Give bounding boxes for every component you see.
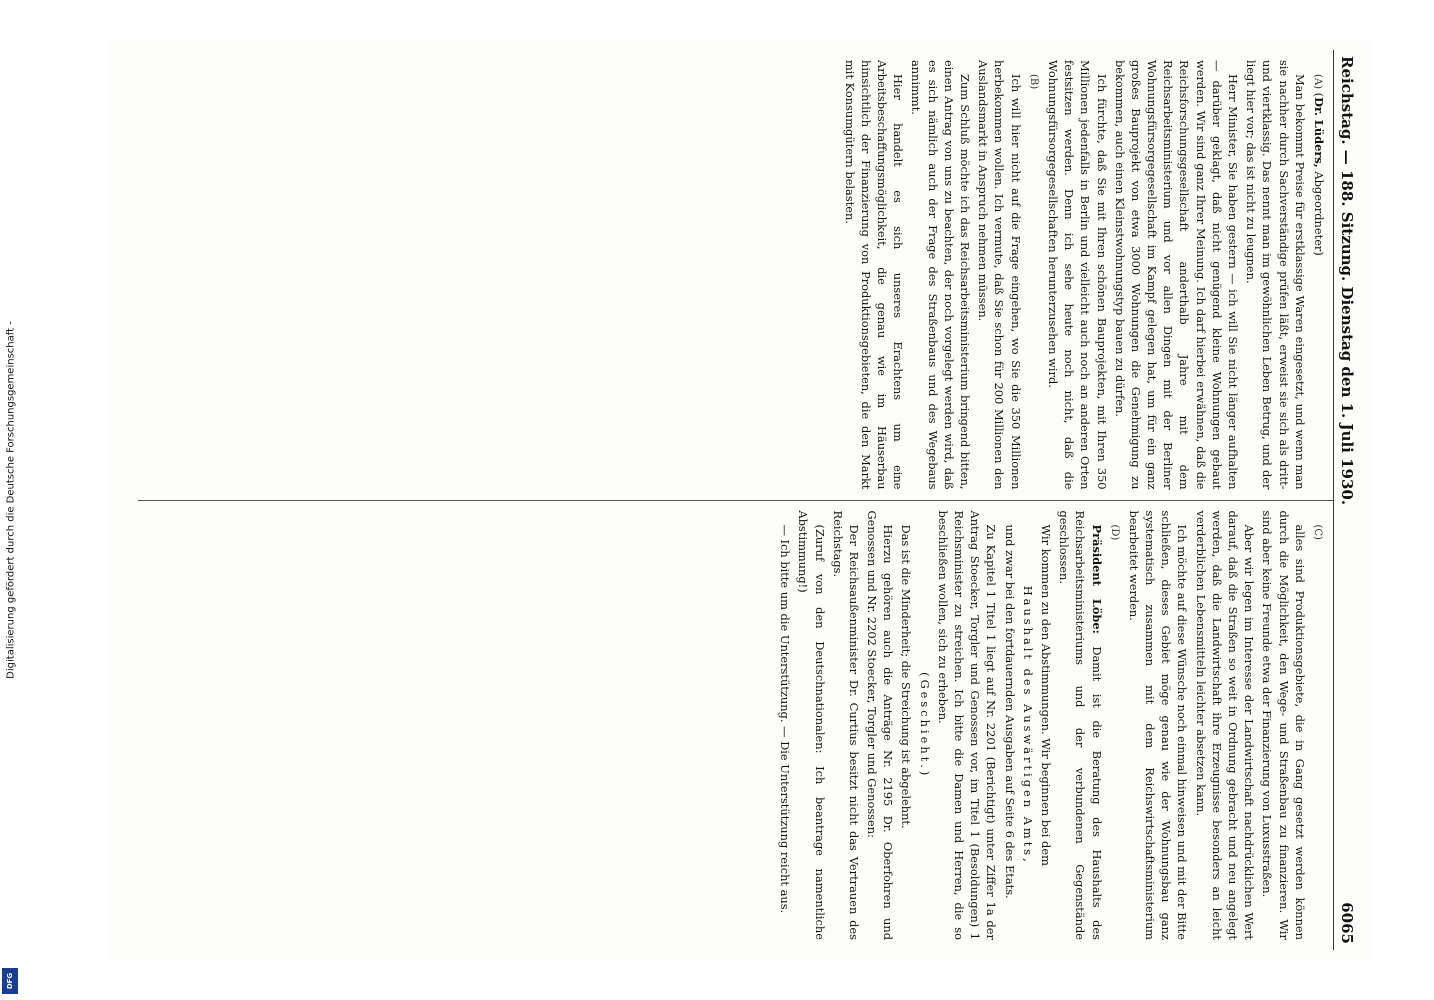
margin-marker-a: (A) [1312, 74, 1323, 90]
paragraph: und zwar bei den fortdauernden Ausgaben auf Seite 6 des Etats. [1002, 524, 1017, 899]
margin-marker-b: (B) [1027, 74, 1039, 90]
paragraph: Der Reichsaußenminister Dr. Curtius besitzt nicht das Vertrauen des Reichstags. [830, 510, 861, 940]
credit-text: Digitalisierung gefördert durch die Deutsche Forschungsgemeinschaft - [5, 321, 17, 679]
paragraph: (Zuruf von den Deutschnationalen: Ich beantrage namentliche Abstimmung!) [796, 510, 827, 940]
paragraph: Man bekommt Preise für erstklassige Waren eingesetzt, und wenn man sie nachher durch Sachverständige prüfen läßt, erweist sie sich als dritt- und viertklassig. Das nennt man im gewöhnlichen Leben Betrug, und der liegt hier vor; das ist nicht zu leugnen. [1244, 60, 1307, 490]
paragraph: — Ich bitte um die Unterstützung. — Die Unterstützung reicht aus. [778, 524, 793, 914]
paragraph: Das ist die Minderheit; die Streichung ist abgelehnt. [899, 524, 914, 829]
paragraph: Hier handelt es sich unseres Erachtens um eine Arbeitsbeschaffungsmöglichkeit, die genau wie im Häuserbau hinsichtlich der Finanzierung von Produktionsgebieten, die den Markt mit Konsumgütern belasten. [842, 60, 906, 490]
paragraph: Zu Kapitel 1 Titel 1 liegt auf Nr. 2201 (Berichtigt) unter Ziffer 1a der Antrag Stoecker, Torgler und Genossen vor, im Titel 1 (Besoldungen) 1 Reichsminister zu streichen. Ich bitte die Damen und Herren, die so beschließen wollen, sich zu erheben. [935, 510, 999, 940]
president-name: Präsident Löbe: [1089, 524, 1104, 634]
margin-marker-d: (D) [1108, 524, 1120, 541]
paragraph: Ich fürchte, daß Sie mit Ihren schönen Bauprojekten, mit Ihren 350 Millionen jedenfalls in Berlin und vielleicht auch noch an anderen Orten festsitzen werden. Denn ich sehe heute noch nicht, daß die Wohnungsfürsorgegesellschaften herunterzusehen wird. [1046, 60, 1109, 490]
paragraph: alles sind Produktionsgebiete, die in Gang gesetzt werden können durch die Möglichkeit, den Wege- und Straßenbau zu finanzieren. Wir sind aber keine Freunde etwa der Finanzierung von Luxusstraßen. [1260, 510, 1307, 940]
speaker-name: Dr. Lüders, [1312, 97, 1326, 168]
paragraph: Zum Schluß möchte ich das Reichsarbeitsministerium bringend bitten, einen Antrag von uns zu beachten, der noch vorgelegt werden wird, daß es sich nämlich auch der Frage des Straßenbaus und des Wegebaus annimmt. [909, 60, 973, 490]
dfg-logo: DFG [2, 968, 18, 994]
paragraph: Ich will hier nicht auf die Frage eingehen, wo Sie die 350 Millionen herbekommen wollen. Ich vermute, daß Sie schon für 200 Millionen den Auslandsmarkt in Anspruch nehmen müssen. [976, 60, 1023, 490]
section-title: Haushalt des Auswärtigen Amts, [1020, 585, 1035, 865]
digitization-credit [0, 0, 22, 1000]
paragraph: Herr Minister, Sie haben gestern — ich will Sie nicht länger aufhalten — darüber geklagt, daß nicht genügend kleine Wohnungen gebaut werden. Wir sind ganz Ihrer Meinung. Ich darf hierbei erwähnen, daß die Reichsforschungsgesellschaft anderthalb Jahre mit dem Reichsarbeitsministerium und vor allen Dingen mit der Berliner Wohnungsfürsorgegesellschaft im Kampf gelegen hat, um für ein ganz großes Bauprojekt von etwa 3000 Wohnungen die Genehmigung zu bekommen, auch einen Kleinstwohnungstyp bauen zu dürfen. [1112, 60, 1241, 490]
speaker-note: Abgeordneter) [1312, 171, 1326, 256]
column-right [138, 500, 1333, 951]
paragraph: Ich möchte auf diese Wünsche noch einmal hinweisen und mit der Bitte schließen, dieses Gebiet möge genau wie der Wohnungsbau ganz systematisch zusammen mit dem Reichswirtschaftsministerium bearbeitet werden. [1126, 510, 1190, 940]
paragraph: Wir kommen zu den Abstimmungen. Wir beginnen bei dem [1039, 524, 1053, 866]
column-left: (A) (Dr. Lüders, Abgeordneter) Man bekommt Preise für erstklassige Waren eingesetzt, und wenn man sie nachher durch Sachverständige prüfen läßt, erweist sie sich als dritt- und viertklassig. Das nennt man im gewöhnlichen Leben Betrug, und der liegt hier vor; das ist nicht zu leugnen. Herr Minister, Sie haben gestern — ich will Sie nicht länger aufhalten — darüber geklagt, daß nicht genügend kleine Wohnungen gebaut werden. Wir sind ganz Ihrer Meinung. Ich darf hierbei erwähnen, daß die Reichsforschungsgesellschaft anderthalb Jahre mit dem Reichsarbeitsministerium und vor allen Dingen mit der Berliner Wohnungsfürsorgegesellschaft im Kampf gelegen hat, um für ein ganz großes Bauprojekt von etwa 3000 Wohnungen die Genehmigung zu bekommen, auch einen Kleinstwohnungstyp bauen zu dürfen. Ich fürchte, daß Sie mit Ihren schönen Bauprojekten, mit Ihren 350 Millionen jedenfalls in Berlin und vielleicht auch noch an anderen Orten festsitzen werden. Denn ich sehe heute noch nicht, daß die Wohnungsfürsorgegesellschaften herunterzusehen wird. (B) Ich will hier nicht auf die Frage eingehen, wo Sie die 350 Millionen herbekommen wollen. Ich vermute, daß Sie schon für 200 Millionen den Auslandsmarkt in Anspruch nehmen müssen. Zum Schluß möchte ich das Reichsarbeitsministerium bringend bitten, einen Antrag von uns zu beachten, der noch vorgelegt werden wird, daß es sich nämlich auch der Frage des Straßenbaus und des Wegebaus annimmt. Hier handelt es sich unseres Erachtens um eine Arbeitsbeschaffungsmöglichkeit, die genau wie im Häuserbau hinsichtlich der Finanzierung von Produktionsgebieten, die den Markt mit Konsumgütern belasten. [842, 60, 1326, 490]
header-title: Reichstag. — 188. Sitzung. Dienstag den 1. Juli 1930. [1338, 56, 1356, 506]
scanned-page [110, 40, 1370, 960]
page-header [1333, 50, 1360, 950]
margin-marker-c: (C) [1312, 524, 1323, 540]
page-content [120, 50, 1360, 950]
paragraph: Aber wir legen im Interesse der Landwirtschaft nachdrücklichen Wert darauf, daß die Straßen so weit in Ordnung gebracht und neu angelegt werden, daß die Landwirtschaft ihre Erzeugnisse besonders an leicht verderblichen Lebensmitteln leichter absetzen kann. [1193, 510, 1257, 940]
paragraph: Hierzu gehören auch die Anträge Nr. 2195 Dr. Oberfohren und Genossen und Nr. 2202 Stoecker, Torgler und Genossen: [865, 510, 896, 940]
paragraph: Damit ist die Beratung des Haushalts des Reichsarbeitsministeriums und der verbundenen Gegenstände geschlossen. [1057, 510, 1104, 940]
paragraph: (Geschieht.) [917, 672, 932, 779]
page-number: 6065 [1338, 902, 1356, 944]
